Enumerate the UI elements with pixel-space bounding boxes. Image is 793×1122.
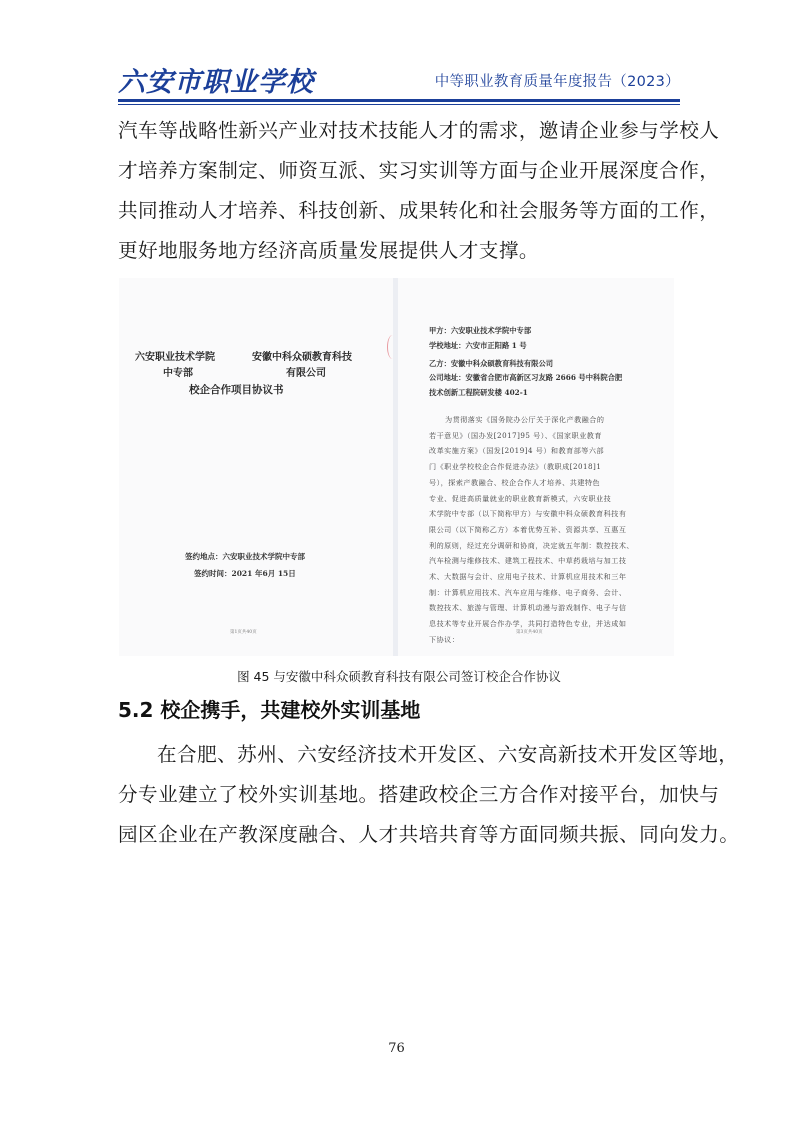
party-b-line: 乙方：安徽中科众硕教育科技有限公司 (429, 359, 554, 368)
body-line: 息技术等专业开展合作办学，共同打造特色专业，并达成如 (429, 619, 627, 629)
header-rule-thin (118, 104, 680, 106)
company-address: 公司地址：安徽省合肥市高新区习友路 2666 号中科院合肥 (429, 373, 623, 382)
agreement-photo (119, 278, 674, 656)
body-line: 制：计算机应用技术、汽车应用与维修、电子商务、会计、 (429, 587, 627, 597)
body-line: 若干意见》（国办发[2017]95 号）、《国家职业教育 (429, 430, 602, 440)
company-address-cont: 技术创新工程院研发楼 402-1 (429, 388, 528, 397)
scan-page-footer: 第3页共40页 (516, 630, 543, 635)
body-line: 利的原则，经过充分调研和协商，决定就五年制：数控技术、 (429, 540, 635, 550)
sign-time: 签约时间：2021 年6月 15日 (194, 569, 296, 578)
party-b-name: 安徽中科众硕教育科技 (252, 352, 352, 363)
agreement-cover-page (119, 278, 393, 656)
party-a-name: 六安职业技术学院 (135, 352, 215, 363)
body-line: 为贯彻落实《国务院办公厅关于深化产教融合的 (445, 415, 605, 424)
body-line: 汽车检测与维修技术、建筑工程技术、中草药栽培与加工技 (429, 556, 627, 566)
body-line: 号），探索产教融合、校企合作人才培养、共建特色 (429, 477, 601, 487)
paragraph-line: 更好地服务地方经济高质量发展提供人才支撑。 (118, 239, 539, 262)
party-a-line: 甲方：六安职业技术学院中专部 (429, 326, 532, 335)
body-line: 下协议： (429, 634, 460, 644)
school-address: 学校地址：六安市正阳路 1 号 (429, 341, 527, 350)
report-title: 中等职业教育质量年度报告（2023） (434, 74, 680, 90)
body-line: 专业、促进高质量就业的职业教育新模式，六安职业技 (429, 493, 612, 503)
agreement-content-page (398, 278, 674, 656)
paragraph-line: 分专业建立了校外实训基地。搭建政校企三方合作对接平台，加快与 (118, 783, 720, 806)
page-header (118, 60, 680, 100)
scan-page-footer: 第1页共40页 (230, 630, 257, 635)
school-logo: 六安市职业学校 (118, 67, 314, 98)
body-line: 改革实施方案》（国发[2019]4 号）和教育部等六部 (429, 446, 605, 456)
sign-place: 签约地点：六安职业技术学院中专部 (185, 552, 305, 561)
body-line: 术、大数据与会计、应用电子技术、计算机应用技术和三年 (429, 572, 627, 582)
agreement-body (429, 412, 634, 648)
intro-paragraph (118, 111, 720, 271)
red-stamp-edge (387, 335, 398, 359)
paragraph-line: 共同推动人才培养、科技创新、成果转化和社会服务等方面的工作， (118, 199, 720, 222)
section-heading: 5.2 校企携手，共建校外实训基地 (118, 698, 421, 722)
party-b-suffix: 有限公司 (286, 368, 326, 379)
body-line: 数控技术、旅游与管理、计算机动漫与游戏制作、电子与信 (429, 603, 627, 613)
paragraph-line: 园区企业在产教深度融合、人才共培共育等方面同频共振、同向发力。 (118, 823, 740, 846)
body-line: 术学院中专部（以下简称甲方）与安徽中科众硕教育科技有 (429, 509, 627, 519)
body-line: 门《职业学校校企合作促进办法》（教职成[2018]1 (429, 462, 602, 472)
page-number: 76 (388, 1041, 405, 1056)
paragraph-line: 汽车等战略性新兴产业对技术技能人才的需求，邀请企业参与学校人 (118, 119, 720, 142)
paragraph-line: 在合肥、苏州、六安经济技术开发区、六安高新技术开发区等地， (157, 743, 739, 766)
section-paragraph (118, 735, 740, 855)
header-rule-thick (118, 99, 680, 102)
party-a-dept: 中专部 (163, 368, 193, 379)
body-line: 限公司（以下简称乙方）本着优势互补、资源共享、互惠互 (429, 524, 627, 534)
agreement-title: 校企合作项目协议书 (189, 384, 284, 396)
paragraph-line: 才培养方案制定、师资互派、实习实训等方面与企业开展深度合作， (118, 159, 720, 182)
figure-caption: 图 45 与安徽中科众硕教育科技有限公司签订校企合作协议 (237, 669, 561, 684)
